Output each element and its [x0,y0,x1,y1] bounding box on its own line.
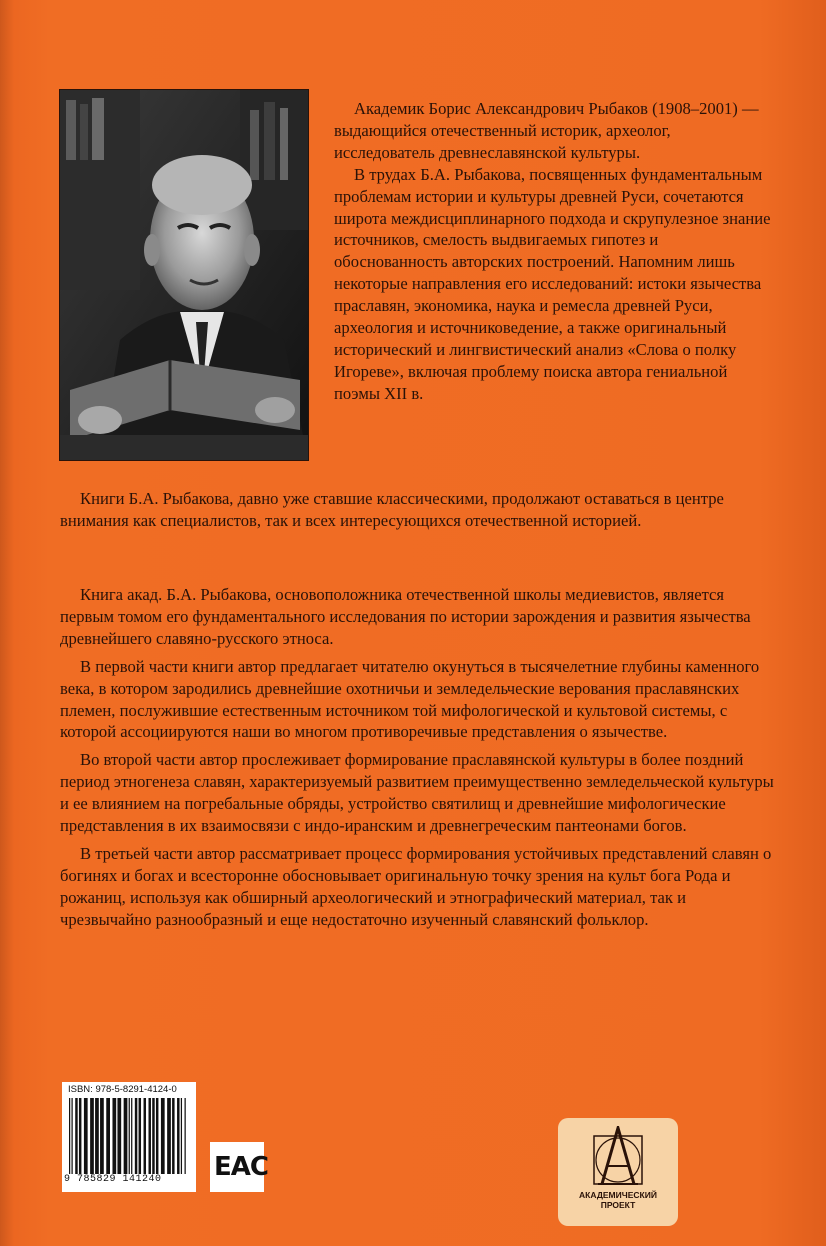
barcode-bar [139,1098,141,1174]
eac-mark-icon [210,1142,268,1192]
author-intro-closing [60,488,770,532]
intro-paragraph: В трудах Б.А. Рыбакова, посвященных фундаментальным проблемам истории и культуры древней Руси, сочетаются широта междисциплинарного подхода и скрупулезное знание источников, смелость выдвигаемых гипотез и обоснованность авторских построений. Напомним лишь некоторые направления его исследований: истоки язычества праславян, экономика, наука и ремесла древней Руси, археология и источниковедение, а также оригинальный исторический и лингвистический анализ «Слова о полку Игореве», включая проблему поиска автора гениальной поэмы XII в. [334,164,771,403]
barcode-bar [75,1098,77,1174]
portrait-icon [60,90,308,460]
description-paragraph: Во второй части автор прослеживает формирование праславянской культуры в более поздний период этногенеза славян, характеризуемый развитием преимущественно земледельческой культуры и ее влиянием на погребальные обряды, устройство святилищ и древнейшие мифологические представления в их взаимосвязи с индо-иранским и древнегреческим пантеонами богов. [60,750,774,836]
barcode-bar [144,1098,146,1174]
barcode-bar [131,1098,132,1174]
barcode-bar [71,1098,72,1174]
publisher-name-line1: АКАДЕМИЧЕСКИЙ [579,1190,657,1200]
barcode-bar [177,1098,179,1174]
description-paragraph: В третьей части автор рассматривает процесс формирования устойчивых представлений славян о богинях и богах и всесторонне обосновывает оригинальную точку зрения на культ бога Рода и рожаниц, используя как обширный археологический и этнографический материал, так и чрезвычайно разнообразный и еще недостаточно изученный славянский фольклор. [60,843,772,929]
barcode-bar [84,1098,88,1174]
barcode-bar [167,1098,171,1174]
intro-paragraph: Академик Борис Александрович Рыбаков (1908–2001) — выдающийся отечественный историк, археолог, исследователь древнеславянской культуры. [334,99,759,162]
author-portrait-photo [60,90,308,460]
barcode-bar [129,1098,130,1174]
spine-shadow [0,0,14,1246]
intro-closing-paragraph: Книги Б.А. Рыбакова, давно уже ставшие классическими, продолжают оставаться в центре внимания как специалистов, так и всех интересующихся отечественной историей. [60,489,724,530]
barcode-bar [112,1098,116,1174]
barcode-bar [69,1098,70,1174]
isbn-label: ISBN: 978-5-8291-4124-0 [68,1084,177,1095]
barcode-bar [79,1098,81,1174]
barcode-bar [161,1098,165,1174]
barcode-bar [156,1098,158,1174]
barcode-bar [100,1098,104,1174]
barcode-bar [152,1098,154,1174]
barcode-bar [185,1098,186,1174]
publisher-name-line2: ПРОЕКТ [600,1200,636,1210]
description-paragraph: В первой части книги автор предлагает читателю окунуться в тысячелетние глубины каменного века, в котором зародились древнейшие охотничьи и земледельческие верования праславянских племен, послужившие естественным источником той мифологической и культовой системы, с которой ассоциируются наши во многом противоречивые представления о язычестве. [60,656,760,742]
ean-digits: 9 785829 141240 [64,1174,162,1185]
publisher-name [558,1190,678,1210]
barcode-bar [95,1098,99,1174]
barcode-bar [124,1098,128,1174]
barcode-bar [117,1098,121,1174]
barcode-bar [106,1098,110,1174]
barcode-bar [148,1098,150,1174]
publisher-badge [558,1118,678,1226]
eac-mark-text: EAC [214,1146,260,1188]
book-description [60,584,776,937]
author-intro [334,98,774,405]
barcode-bar [181,1098,182,1174]
isbn-barcode [62,1082,196,1192]
barcode-bar [90,1098,94,1174]
academic-project-logo-icon [592,1126,644,1186]
description-paragraph: Книга акад. Б.А. Рыбакова, основоположника отечественной школы медиевистов, является первым томом его фундаментального исследования по истории зарождения и развития язычества древнейшего славяно-русского этноса. [60,585,751,648]
barcode-icon [68,1098,190,1174]
barcode-bar [135,1098,137,1174]
barcode-bar [172,1098,174,1174]
